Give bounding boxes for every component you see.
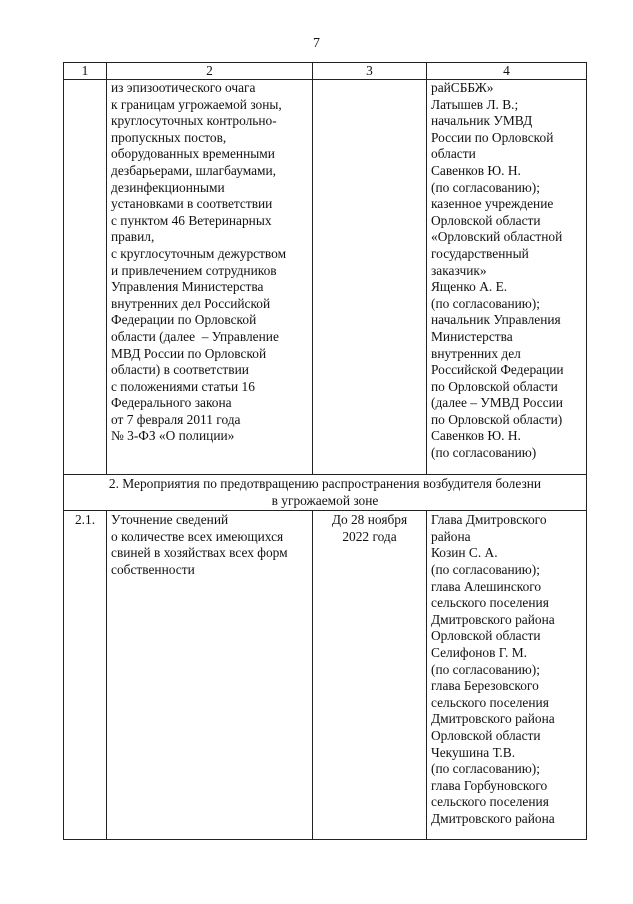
section-heading-cell — [64, 475, 587, 511]
responsible-cell — [427, 80, 587, 475]
responsible-text: Глава Дмитровского района Козин С. А. (по согласованию); глава Алешинского сельского поселения Дмитровского района Орловской области Селифонов Г. М. (по согласованию); глава Березовского сельского поселения Дмитровского района Орловской области Чекушина Т.В. (по согласованию); глава Горбуновского сельского поселения Дмитровского района — [431, 512, 555, 826]
measure-cell — [107, 511, 313, 840]
deadline-cell — [313, 511, 427, 840]
deadline-text: До 28 ноября 2022 года — [331, 512, 408, 544]
table-row — [64, 80, 587, 475]
responsible-text: райСББЖ» Латышев Л. В.; начальник УМВД России по Орловской области Савенков Ю. Н. (по согласованию); казенное учреждение Орловской области «Орловский областной государственный заказчик» Ященко А. Е. (по согласованию); начальник Управления Министерства внутренних дел Российской Федерации по Орловской области (далее – УМВД России по Орловской области) Савенков Ю. Н. (по согласованию) — [431, 80, 564, 461]
section-heading: 2. Мероприятия по предотвращению распространения возбудителя болезни в угрожаемой зоне — [108, 476, 542, 508]
measure-text: Уточнение сведений о количестве всех имеющихся свиней в хозяйствах всех форм собственности — [111, 512, 288, 577]
responsible-cell — [427, 511, 587, 840]
column-number-4: 4 — [427, 63, 587, 80]
measure-text: из эпизоотического очага к границам угрожаемой зоны, круглосуточных контрольно- пропускных постов, оборудованных временными дезбарьерами, шлагбаумами, дезинфекционными установками в соответствии с пунктом 46 Ветеринарных правил, с круглосуточным дежурством и привлечением сотрудников Управления Министерства внутренних дел Российской Федерации по Орловской области (далее – Управление МВД России по Орловской области) в соответствии с положениями статьи 16 Федерального закона от 7 февраля 2011 года № 3-ФЗ «О полиции» — [111, 80, 287, 444]
deadline-cell — [313, 80, 427, 475]
page-number: 7 — [313, 36, 320, 51]
table-row — [64, 511, 587, 840]
measures-table — [63, 62, 587, 840]
column-number-2: 2 — [107, 63, 313, 80]
row-number-cell — [64, 511, 107, 840]
row-number: 2.1. — [74, 512, 96, 528]
column-number-3: 3 — [313, 63, 427, 80]
column-number-1: 1 — [64, 63, 107, 80]
section-heading-row — [64, 475, 587, 511]
measure-cell — [107, 80, 313, 475]
row-number-cell — [64, 80, 107, 475]
table-header-row — [64, 63, 587, 80]
